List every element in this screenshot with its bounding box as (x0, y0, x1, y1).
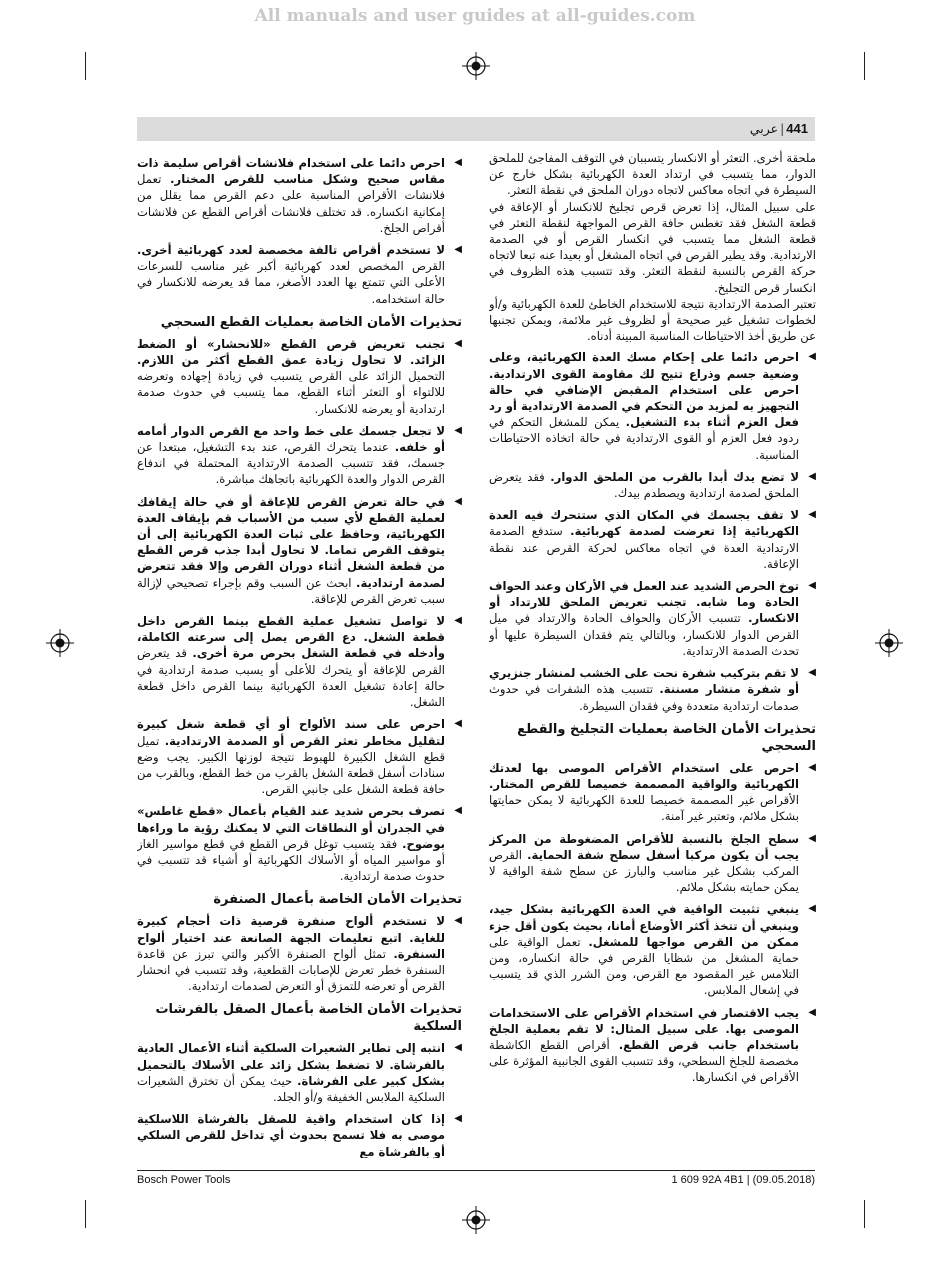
warning-item (137, 613, 462, 710)
warning-explanation-text: تمثل ألواح الصنفرة الأكبر والتي تبرز عن قاعدة السنفرة خطر تعرض للإصابات القطعية، وقد تتسبب في انحشار القرص أو تعرضه للتمزق أو التعرض لصدمات ارتدادية. (137, 946, 445, 994)
warning-item (137, 336, 462, 417)
warning-item (489, 760, 816, 825)
warning-item (137, 913, 462, 994)
page-number: 441 (786, 121, 808, 136)
footer-rule (137, 1170, 815, 1171)
warning-bold-text: في حالة تعرض القرص للإعاقة أو في حالة إيقافك لعملية القطع لأي سبب من الأسباب قم بإيقاف العدة الكهربائية، وحافظ على ثبات العدة الكهربائية إلى أن يتوقف القرص تماما. لا تحاول أبدا جذب قرص القطع من قطعة الشغل أثناء دوران القرص وإلا فقد تتعرض لصدمة ارتدادية. (137, 494, 445, 590)
warning-bold-text: احرص على سند الألواح أو أي قطعة شغل كبيرة لتقليل مخاطر تعثر القرص أو الصدمة الارتدادية. (137, 717, 446, 748)
bullet-triangle-icon: ◀ (808, 667, 816, 679)
warning-bold-text: لا تقف بجسمك في المكان الذي ستتحرك فيه العدة الكهربائية إذا تعرضت لصدمة كهربائية. (489, 508, 799, 539)
warning-bold-text: لا تضع يدك أبدا بالقرب من الملحق الدوار. (550, 469, 799, 484)
bullet-triangle-icon: ◀ (454, 337, 462, 349)
warning-explanation-text: يمكن للمشغل التحكم في ردود فعل العزم أو القوى الارتدادية في حالة اتخاذه الاحتياطات المناسبة. (489, 415, 799, 462)
bullet-triangle-icon: ◀ (808, 509, 816, 521)
crop-mark (85, 52, 86, 80)
warning-item (489, 349, 816, 462)
warning-item (137, 1111, 462, 1158)
section-heading: تحذيرات الأمان الخاصة بعمليات القطع السحجي (160, 314, 462, 330)
warning-explanation-text: أقراص القطع الكاشطة مخصصة للجلخ السطحي، وقد تتسبب القوى الجانبية المؤثرة على الأقراص في انكسارها. (489, 1037, 799, 1085)
warning-item (137, 494, 462, 607)
warning-item (489, 469, 816, 501)
warning-explanation-text: ستدفع الصدمة الارتدادية العدة في اتجاه معاكس لحركة القرص عند نقطة الإعاقة. (489, 524, 799, 571)
bullet-triangle-icon: ◀ (808, 470, 816, 482)
section-heading: تحذيرات الأمان الخاصة بأعمال الصقل بالفرشات السلكية (155, 1002, 462, 1035)
bullet-triangle-icon: ◀ (454, 424, 462, 436)
bullet-triangle-icon: ◀ (454, 157, 462, 168)
bullet-triangle-icon: ◀ (454, 244, 462, 256)
warning-item (137, 803, 462, 884)
warning-bold-text: إذا كان استخدام واقية للصقل بالفرشاة اللاسلكية موصى به فلا تسمح بحدوث أي تداخل للقرص السلكي أو بالفرشاة مع (137, 1112, 445, 1158)
warning-item (489, 831, 816, 896)
warning-explanation-text: القرص المركب بشكل غير مناسب والبارز عن سطح شفة الواقية لا يمكن حمايته بشكل ملائم. (489, 847, 799, 895)
bullet-triangle-icon: ◀ (808, 761, 816, 773)
bullet-triangle-icon: ◀ (454, 495, 462, 507)
registration-mark-left-icon (46, 629, 74, 657)
warning-bold-text: لا تجعل جسمك على خط واحد مع القرص الدوار أمامه أو خلفه. (137, 423, 445, 455)
warning-explanation-text: فقد يتعرض الملحق لصدمة ارتدادية ويصطدم بيدك. (489, 469, 799, 501)
warning-item (137, 242, 462, 307)
bullet-triangle-icon: ◀ (808, 832, 816, 844)
warning-explanation-text: التحميل الزائد على القرص يتسبب في زيادة إجهاده وتعرضه للالتواء أو التعثر أثناء القطع، مما يتسبب في حدوث صدمة ارتدادية أو يعرضه للانكسار. (137, 369, 445, 416)
bullet-triangle-icon: ◀ (454, 915, 462, 927)
body-paragraph: تعتبر الصدمة الارتدادية نتيجة للاستخدام الخاطئ للعدة الكهربائية و/أو لخطوات تشغيل غير صحيحة أو لظروف غير ملائمة، ويمكن تجنبها عن طريق أخذ الاحتياطات المناسبة المبينة أدناه. (489, 296, 816, 344)
warning-item (489, 901, 816, 998)
warning-item (489, 507, 816, 572)
warning-item (489, 578, 816, 659)
registration-mark-top-icon (462, 52, 490, 80)
section-heading: تحذيرات الأمان الخاصة بأعمال الصنفرة (213, 892, 462, 908)
bullet-triangle-icon: ◀ (454, 805, 462, 817)
warning-bold-text: توخ الحرص الشديد عند العمل في الأركان وعند الحواف الحادة وما شابه. تجنب تعريض الملحق للارتداد أو الانكسار. (489, 579, 799, 626)
registration-mark-bottom-icon (462, 1206, 490, 1234)
bullet-triangle-icon: ◀ (454, 718, 462, 730)
left-column (137, 150, 462, 1158)
watermark: All manuals and user guides at all-guides.com (254, 6, 696, 26)
warning-item (137, 155, 462, 236)
warning-bold-text: احرص دائما على استخدام فلانشات أقراص سليمة ذات مقاس صحيح وشكل مناسب للقرص المختار. (137, 156, 446, 187)
page-header: 441|عربي (749, 121, 808, 136)
warning-item (489, 665, 816, 714)
crop-mark (864, 1200, 865, 1228)
warning-bold-text: سطح الجلخ بالنسبة للأقراص المضغوطة من المركز يجب أن يكون مركبا أسفل سطح شفة الحماية. (489, 831, 800, 862)
bullet-triangle-icon: ◀ (454, 1113, 462, 1125)
warning-item (137, 423, 462, 488)
warning-explanation-text: حيث يمكن أن تخترق الشعيرات السلكية الملابس الخفيفة و/أو الجلد. (137, 1073, 445, 1104)
warning-bold-text: لا تستخدم أقراص تالفة مخصصة لعدد كهربائية أخرى. (137, 243, 445, 258)
registration-mark-right-icon (875, 629, 903, 657)
warning-item (137, 716, 462, 797)
body-paragraph: ملحقة أخرى. التعثر أو الانكسار يتسببان في التوقف المفاجئ للملحق الدوار، مما يتسبب في ارتداد العدة الكهربائية بشكل خارج عن السيطرة في اتجاه معاكس لاتجاه دوران الملحق في نقطة التعثر. (489, 151, 816, 198)
warning-explanation-text: تميل قطع الشغل الكبيرة للهبوط نتيجة لوزنها الكبير. يجب وضع سنادات أسفل قطعة الشغل بالقرب من خط القطع، وبالقرب من حافة قطعة الشغل على جانبي القرص. (137, 733, 445, 797)
bullet-triangle-icon: ◀ (808, 1006, 816, 1018)
warning-explanation-text: تعمل فلانشات الأقراص المناسبة على دعم القرص مما يقلل من إمكانية انكساره. قد تختلف فلانشات أقراص القطع عن فلانشات أقراص الجلخ. (137, 172, 445, 235)
warning-item (489, 1005, 816, 1086)
body-paragraph: على سبيل المثال، إذا تعرض قرص تجليخ للانكسار أو الإعاقة في قطعة الشغل فقد تغطس حافة القرص المواجهة لنقطة التعثر في قطعة الشغل مما يتسبب في انكسار القرص أو في الصدمة الارتدادية. وقد يطير القرص في اتجاه المشغل أو بعيدا عنه تبعا لاتجاه حركة القرص بالنسبة لنقطة التعثر. وقد تتسبب هذه الظروف في انكسار قرص التجليخ. (489, 199, 816, 295)
bullet-triangle-icon: ◀ (454, 615, 462, 627)
warning-explanation-text: تتسبب هذه الشفرات في حدوث صدمات ارتدادية متعددة وفي فقدان السيطرة. (489, 682, 799, 713)
warning-explanation-text: الأقراص غير المصممة خصيصا للعدة الكهربائية لا يمكن حمايتها بشكل ملائم، وتعتبر غير آمنة. (489, 793, 799, 824)
bullet-triangle-icon: ◀ (454, 1042, 462, 1054)
bullet-triangle-icon: ◀ (808, 903, 816, 915)
warning-bold-text: تصرف بحرص شديد عند القيام بأعمال «قطع غاطس» في الجدران أو النطاقات التي لا يمكنك رؤية ما وراءها بوضوح. (137, 804, 445, 851)
warning-explanation-text: ابحث عن السبب وقم بإجراء تصحيحي لإزالة سبب تعرض القرص للإعاقة. (137, 575, 445, 606)
warning-explanation-text: تعمل الواقية على حماية المشغل من شظايا القرص في حالة انكساره، ومن التلامس غير المقصود مع القرص، ومن الشرر الذي قد يتسبب في إشعال الملابس. (489, 934, 799, 998)
warning-bold-text: انتبه إلى تطاير الشعيرات السلكية أثناء الأعمال العادية بالفرشاة. لا تضغط بشكل زائد على الأسلاك بالتحميل بشكل كبير على الفرشاة. (137, 1041, 445, 1088)
warning-explanation-text: عندما يتحرك القرص، عند بدء التشغيل، مبتعدا عن جسمك، فقد تتسبب الصدمة الارتدادية المحتملة في اندفاع القرص الدوار والعدة الكهربائية باتجاهك مباشرة. (137, 440, 445, 487)
section-heading: تحذيرات الأمان الخاصة بعمليات التجليخ والقطع السحجي (517, 721, 816, 754)
right-column (489, 150, 816, 1155)
warning-bold-text: ينبغي تثبيت الواقية في العدة الكهربائية بشكل جيد، وينبغي أن تتخذ أكثر الأوضاع أمانا، بحيث يكون أقل جزء ممكن من القرص مواجها للمشغل. (489, 902, 799, 949)
crop-mark (864, 52, 865, 80)
warning-bold-text: احرص دائما على إحكام مسك العدة الكهربائية، وعلى وضعية جسم وذراع تتيح لك مقاومة القوى الارتدادية. احرص على استخدام المقبض الإضافي في حالة التجهيز به لمزيد من التحكم في الصدمة الارتدادية أو رد فعل العزم أثناء بدء التشغيل. (489, 350, 799, 430)
warning-explanation-text: قد يتعرض القرص للإعاقة أو يتحرك للأعلى أو يسبب صدمة ارتدادية في حالة إعادة تشغيل العدة الكهربائية بينما القرص داخل قطعة الشغل. (137, 646, 445, 710)
bullet-triangle-icon: ◀ (808, 351, 816, 363)
footer-publisher: Bosch Power Tools (137, 1174, 231, 1186)
warning-explanation-text: القرص المخصص لعدد كهربائية أكبر غير مناسب للسرعات الأعلى التي تتمتع بها العدد الأصغر، مما قد يعرضه للانكسار في حالة استخدامه. (137, 259, 445, 306)
crop-mark (85, 1200, 86, 1228)
bullet-triangle-icon: ◀ (808, 580, 816, 592)
language-label: عربي (749, 121, 779, 136)
warning-bold-text: لا تقم بتركيب شفرة نحت على الخشب لمنشار جنزيري أو شفرة منشار مسننة. (489, 666, 799, 697)
warning-bold-text: لا تستخدم ألواح صنفرة قرصية ذات أحجام كبيرة للغاية. اتبع تعليمات الجهة الصانعة عند اختيار ألواح السنفرة. (137, 914, 446, 961)
warning-bold-text: تجنب تعريض قرص القطع «للانحشار» أو الضغط الزائد. لا تحاول زيادة عمق القطع أكثر من اللازم. (137, 336, 445, 368)
warning-item (137, 1040, 462, 1105)
footer-doc-number: 1 609 92A 4B1 | (09.05.2018) (671, 1174, 815, 1186)
warning-explanation-text: فقد يتسبب توغل قرص القطع في قطع مواسير الغاز أو مواسير المياه أو الأسلاك الكهربائية أو أشياء قد تتسبب في حدوث صدمة ارتدادية. (137, 836, 445, 884)
warning-bold-text: احرص على استخدام الأقراص الموصى بها لعدتك الكهربائية والواقية المصممة خصيصا للقرص المختار. (489, 760, 799, 791)
warning-bold-text: يجب الاقتصار في استخدام الأقراص على الاستخدامات الموصى بها. على سبيل المثال: لا تقم بعملية الجلخ باستخدام جانب قرص القطع. (489, 1005, 800, 1052)
warning-explanation-text: تتسبب الأركان والحواف الحادة والارتداد في ميل القرص الدوار للانكسار، وبالتالي يتم فقدان السيطرة عليها أو تحدث الصدمة الارتدادية. (489, 611, 799, 658)
warning-bold-text: لا تواصل تشغيل عملية القطع بينما القرص داخل قطعة الشغل. دع القرص يصل إلى سرعته الكاملة، وأدخله في قطعة الشغل بحرص مرة أخرى. (137, 614, 446, 661)
